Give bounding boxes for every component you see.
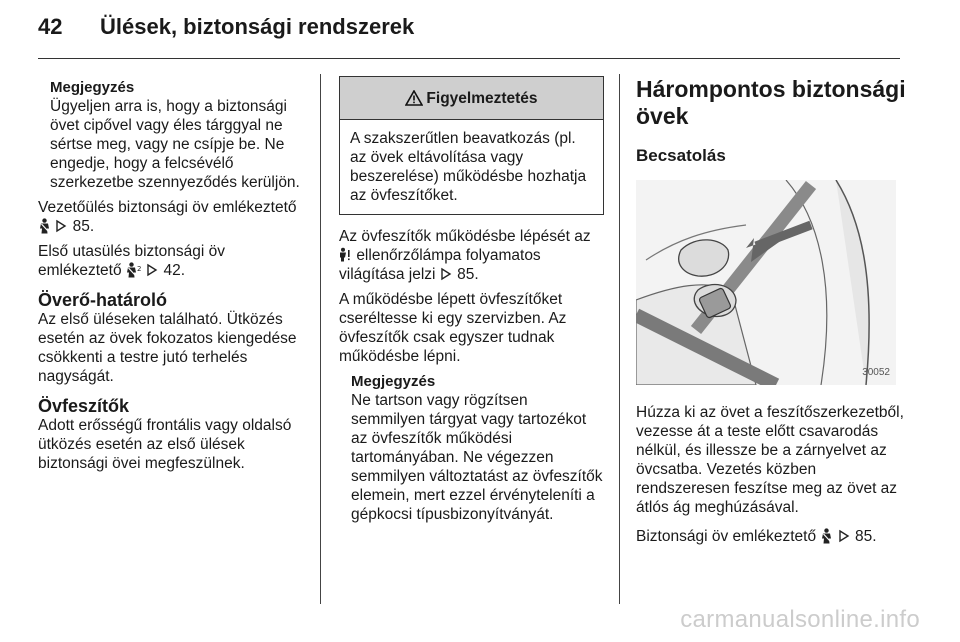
column-3 — [636, 76, 906, 546]
column-1 — [38, 78, 306, 473]
seatbelt-person-icon — [820, 528, 833, 544]
svg-text:2: 2 — [136, 265, 142, 273]
section-heading-pretensioner: Övfeszítők — [38, 396, 130, 416]
seatbelt-person-icon — [38, 218, 51, 234]
page-title: Ülések, biztonsági rendszerek — [100, 14, 415, 39]
pretensioner-warning-icon — [339, 247, 352, 263]
column-2 — [339, 76, 604, 524]
column-divider-1 — [320, 74, 321, 604]
indicator-text-before: Az övfeszítők működésbe lépését az — [339, 228, 591, 245]
watermark: carmanualsonline.info — [680, 606, 920, 633]
figure-id: 30052 — [862, 367, 890, 378]
note-title: Megjegyzés — [50, 79, 135, 96]
page-number: 42 — [38, 14, 63, 39]
section-heading-load-limiter: Överő-határoló — [38, 290, 168, 310]
page-reference-icon — [55, 218, 68, 234]
warning-title: Figyelmeztetés — [426, 89, 538, 107]
indicator-text-after: ellenőrzőlámpa folyamatos világítása jelzi — [339, 247, 541, 283]
warning-triangle-icon — [405, 90, 423, 106]
fastening-instructions: Húzza ki az övet a feszítőszerkezetből, vezesse át a teste előtt csavarodás nélkül, és illessze be a zárnyelvet az övcsatba. Vezetés közben rendszeresen feszítse meg az övet az átlós ág meghúzásával. — [636, 404, 904, 516]
note-text: Ügyeljen arra is, hogy a biztonsági övet cipővel vagy éles tárggyal ne sértse meg, vagy ne csípje be. Ne engedje, hogy a felcsévélő szerkezetbe szennyeződés kerüljön. — [50, 98, 300, 191]
page-reference-icon — [146, 262, 159, 278]
header-rule — [38, 58, 900, 59]
driver-reminder-label: Vezetőülés biztonsági öv emlékeztető — [38, 199, 297, 216]
driver-reminder-text — [38, 198, 306, 236]
pretensioner-indicator-text — [339, 227, 604, 284]
section-text-load-limiter: Az első üléseken található. Ütközés esetén az övek fokozatos kiengedése csökkenti a testre jutó terhelés nagyságát. — [38, 311, 297, 385]
warning-body: A szakszerűtlen beavatkozás (pl. az övek eltávolítása vagy beszerelése) működésbe hozhatja az övfeszítőket. — [350, 130, 587, 204]
reminder-label: Biztonsági öv emlékeztető — [636, 528, 817, 545]
reminder-ref: 85. — [855, 528, 877, 545]
warning-header — [340, 77, 603, 120]
page-reference-icon — [838, 528, 851, 544]
passenger-reminder-label: Első utasülés biztonsági öv emlékeztető — [38, 243, 225, 279]
note-block-2 — [339, 372, 604, 524]
seatbelt-passenger-icon — [126, 262, 142, 278]
subheading-fastening: Becsatolás — [636, 146, 726, 165]
note-block — [38, 78, 306, 192]
replacement-text: A működésbe lépett övfeszítőket cseréltesse ki egy szervizben. Az övfeszítők csak egyszer tudnak működésbe lépni. — [339, 291, 567, 365]
note-text-2: Ne tartson vagy rögzítsen semmilyen tárgyat vagy tartozékot az övfeszítők működési tartományában. Ne végezzen semmilyen változtatást az övfeszítők elemein, mert ezzel érvényteleníti a gépkocsi típusbizonyítványát. — [351, 392, 603, 523]
column-divider-2 — [619, 74, 620, 604]
indicator-ref: 85. — [457, 266, 479, 283]
page-reference-icon — [440, 266, 453, 282]
passenger-reminder-text — [38, 242, 306, 280]
seatbelt-illustration — [636, 180, 896, 385]
reminder-text — [636, 527, 906, 546]
section-text-pretensioner: Adott erősségű frontális vagy oldalsó ütközés esetén az első ülések biztonsági övei megfeszülnek. — [38, 417, 292, 472]
driver-reminder-ref: 85. — [72, 218, 95, 235]
note-title-2: Megjegyzés — [351, 373, 436, 390]
section-heading-three-point: Hárompontos biztonsági övek — [636, 76, 906, 129]
passenger-reminder-ref: 42. — [163, 262, 186, 279]
fastening-seatbelt-illustration — [636, 180, 896, 385]
warning-box — [339, 76, 604, 215]
